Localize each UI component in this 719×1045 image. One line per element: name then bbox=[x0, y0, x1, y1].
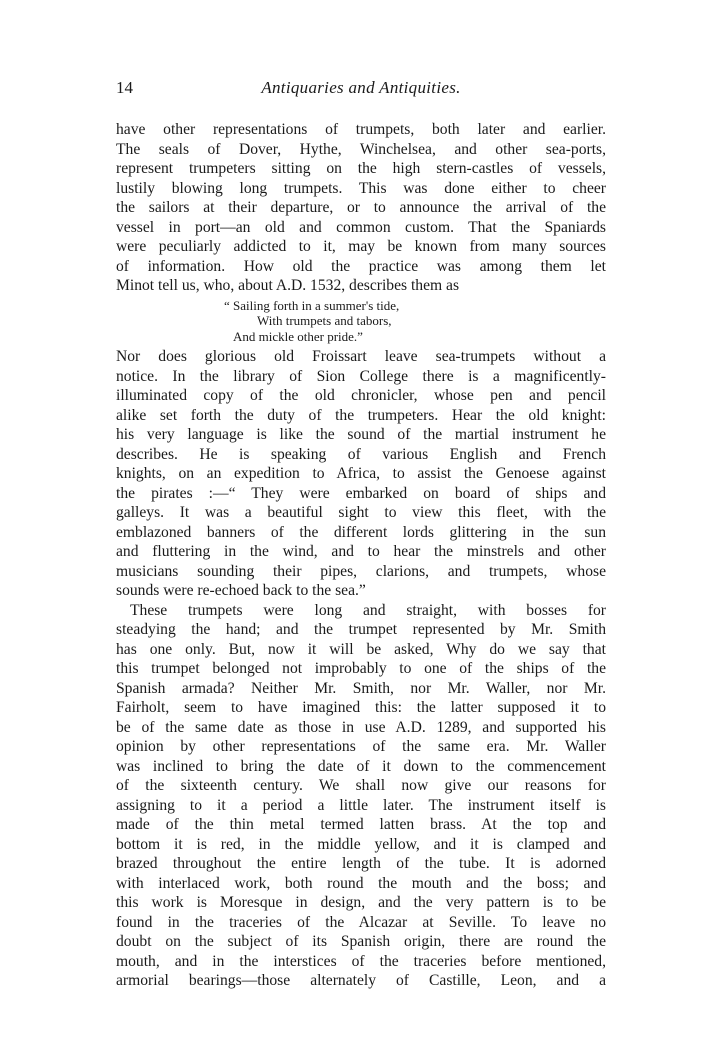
text-line: notice. In the library of Sion College there is a magnificently- bbox=[116, 367, 606, 385]
text-line: with interlaced work, both round the mouth and the boss; and bbox=[116, 874, 606, 892]
text-line: Minot tell us, who, about A.D. 1532, describes them as bbox=[116, 277, 460, 294]
running-title: Antiquaries and Antiquities. bbox=[261, 78, 461, 97]
text-line: lustily blowing long trumpets. This was done either to cheer bbox=[116, 179, 606, 197]
text-line: the pirates :—“ They were embarked on board of ships and bbox=[116, 484, 606, 502]
text-line: vessel in port—an old and common custom. That the Spaniards bbox=[116, 218, 606, 236]
text-line: These trumpets were long and straight, with bosses for bbox=[130, 601, 606, 619]
verse-line: With trumpets and tabors, bbox=[257, 313, 392, 328]
book-page bbox=[116, 78, 606, 991]
text-line: of information. How old the practice was among them let bbox=[116, 257, 606, 275]
paragraph-2 bbox=[116, 347, 606, 601]
text-line: assigning to it a period a little later. The instrument itself is bbox=[116, 796, 606, 814]
text-line: illuminated copy of the old chronicler, whose pen and pencil bbox=[116, 387, 606, 404]
paragraph-3 bbox=[116, 601, 606, 991]
text-line: opinion by other representations of the same era. Mr. Waller bbox=[116, 738, 606, 755]
page-number: 14 bbox=[116, 78, 133, 97]
text-line: armorial bearings—those alternately of Castille, Leon, and a bbox=[116, 972, 606, 989]
paragraph-1 bbox=[116, 120, 606, 296]
text-line: steadying the hand; and the trumpet represented by Mr. Smith bbox=[116, 621, 606, 638]
text-line: Nor does glorious old Froissart leave sea-trumpets without a bbox=[116, 348, 606, 365]
verse-line: And mickle other pride.” bbox=[233, 328, 363, 344]
text-line: have other representations of trumpets, both later and earlier. bbox=[116, 121, 606, 138]
page-header bbox=[116, 78, 606, 106]
text-line: this work is Moresque in design, and the very pattern is to be bbox=[116, 894, 606, 911]
text-line: represent trumpeters sitting on the high stern-castles of vessels, bbox=[116, 160, 606, 177]
text-line: alike set forth the duty of the trumpeters. Hear the old knight: bbox=[116, 406, 606, 424]
text-line: the sailors at their departure, or to announce the arrival of the bbox=[116, 199, 606, 216]
text-line: describes. He is speaking of various English and French bbox=[116, 445, 606, 463]
text-line: musicians sounding their pipes, clarions, and trumpets, whose bbox=[116, 562, 606, 580]
text-line: The seals of Dover, Hythe, Winchelsea, and other sea-ports, bbox=[116, 140, 606, 158]
text-line: was inclined to bring the date of it down to the commencement bbox=[116, 757, 606, 775]
text-line: his very language is like the sound of the martial instrument he bbox=[116, 426, 606, 443]
text-line: Spanish armada? Neither Mr. Smith, nor Mr. Waller, nor Mr. bbox=[116, 679, 606, 697]
text-line: were peculiarly addicted to it, may be known from many sources bbox=[116, 238, 606, 255]
text-line: this trumpet belonged not improbably to one of the ships of the bbox=[116, 660, 606, 677]
text-line: be of the same date as those in use A.D. 1289, and supported his bbox=[116, 718, 606, 736]
text-line: galleys. It was a beautiful sight to view this fleet, with the bbox=[116, 504, 606, 521]
text-line: sounds were re-echoed back to the sea.” bbox=[116, 582, 366, 599]
text-line: mouth, and in the interstices of the traceries before mentioned, bbox=[116, 952, 606, 970]
verse-line: “ Sailing forth in a summer's tide, bbox=[224, 297, 400, 313]
body-text bbox=[116, 120, 606, 991]
text-line: found in the traceries of the Alcazar at Seville. To leave no bbox=[116, 913, 606, 931]
text-line: and fluttering in the wind, and to hear the minstrels and other bbox=[116, 543, 606, 560]
quoted-verse bbox=[116, 298, 606, 345]
text-line: has one only. But, now it will be asked, Why do we say that bbox=[116, 640, 606, 658]
text-line: knights, on an expedition to Africa, to assist the Genoese against bbox=[116, 465, 606, 482]
text-line: emblazoned banners of the different lords glittering in the sun bbox=[116, 523, 606, 541]
text-line: of the sixteenth century. We shall now give our reasons for bbox=[116, 777, 606, 794]
text-line: bottom it is red, in the middle yellow, and it is clamped and bbox=[116, 835, 606, 853]
text-line: doubt on the subject of its Spanish origin, there are round the bbox=[116, 933, 606, 950]
text-line: brazed throughout the entire length of the tube. It is adorned bbox=[116, 855, 606, 872]
text-line: made of the thin metal termed latten brass. At the top and bbox=[116, 816, 606, 833]
text-line: Fairholt, seem to have imagined this: the latter supposed it to bbox=[116, 699, 606, 716]
